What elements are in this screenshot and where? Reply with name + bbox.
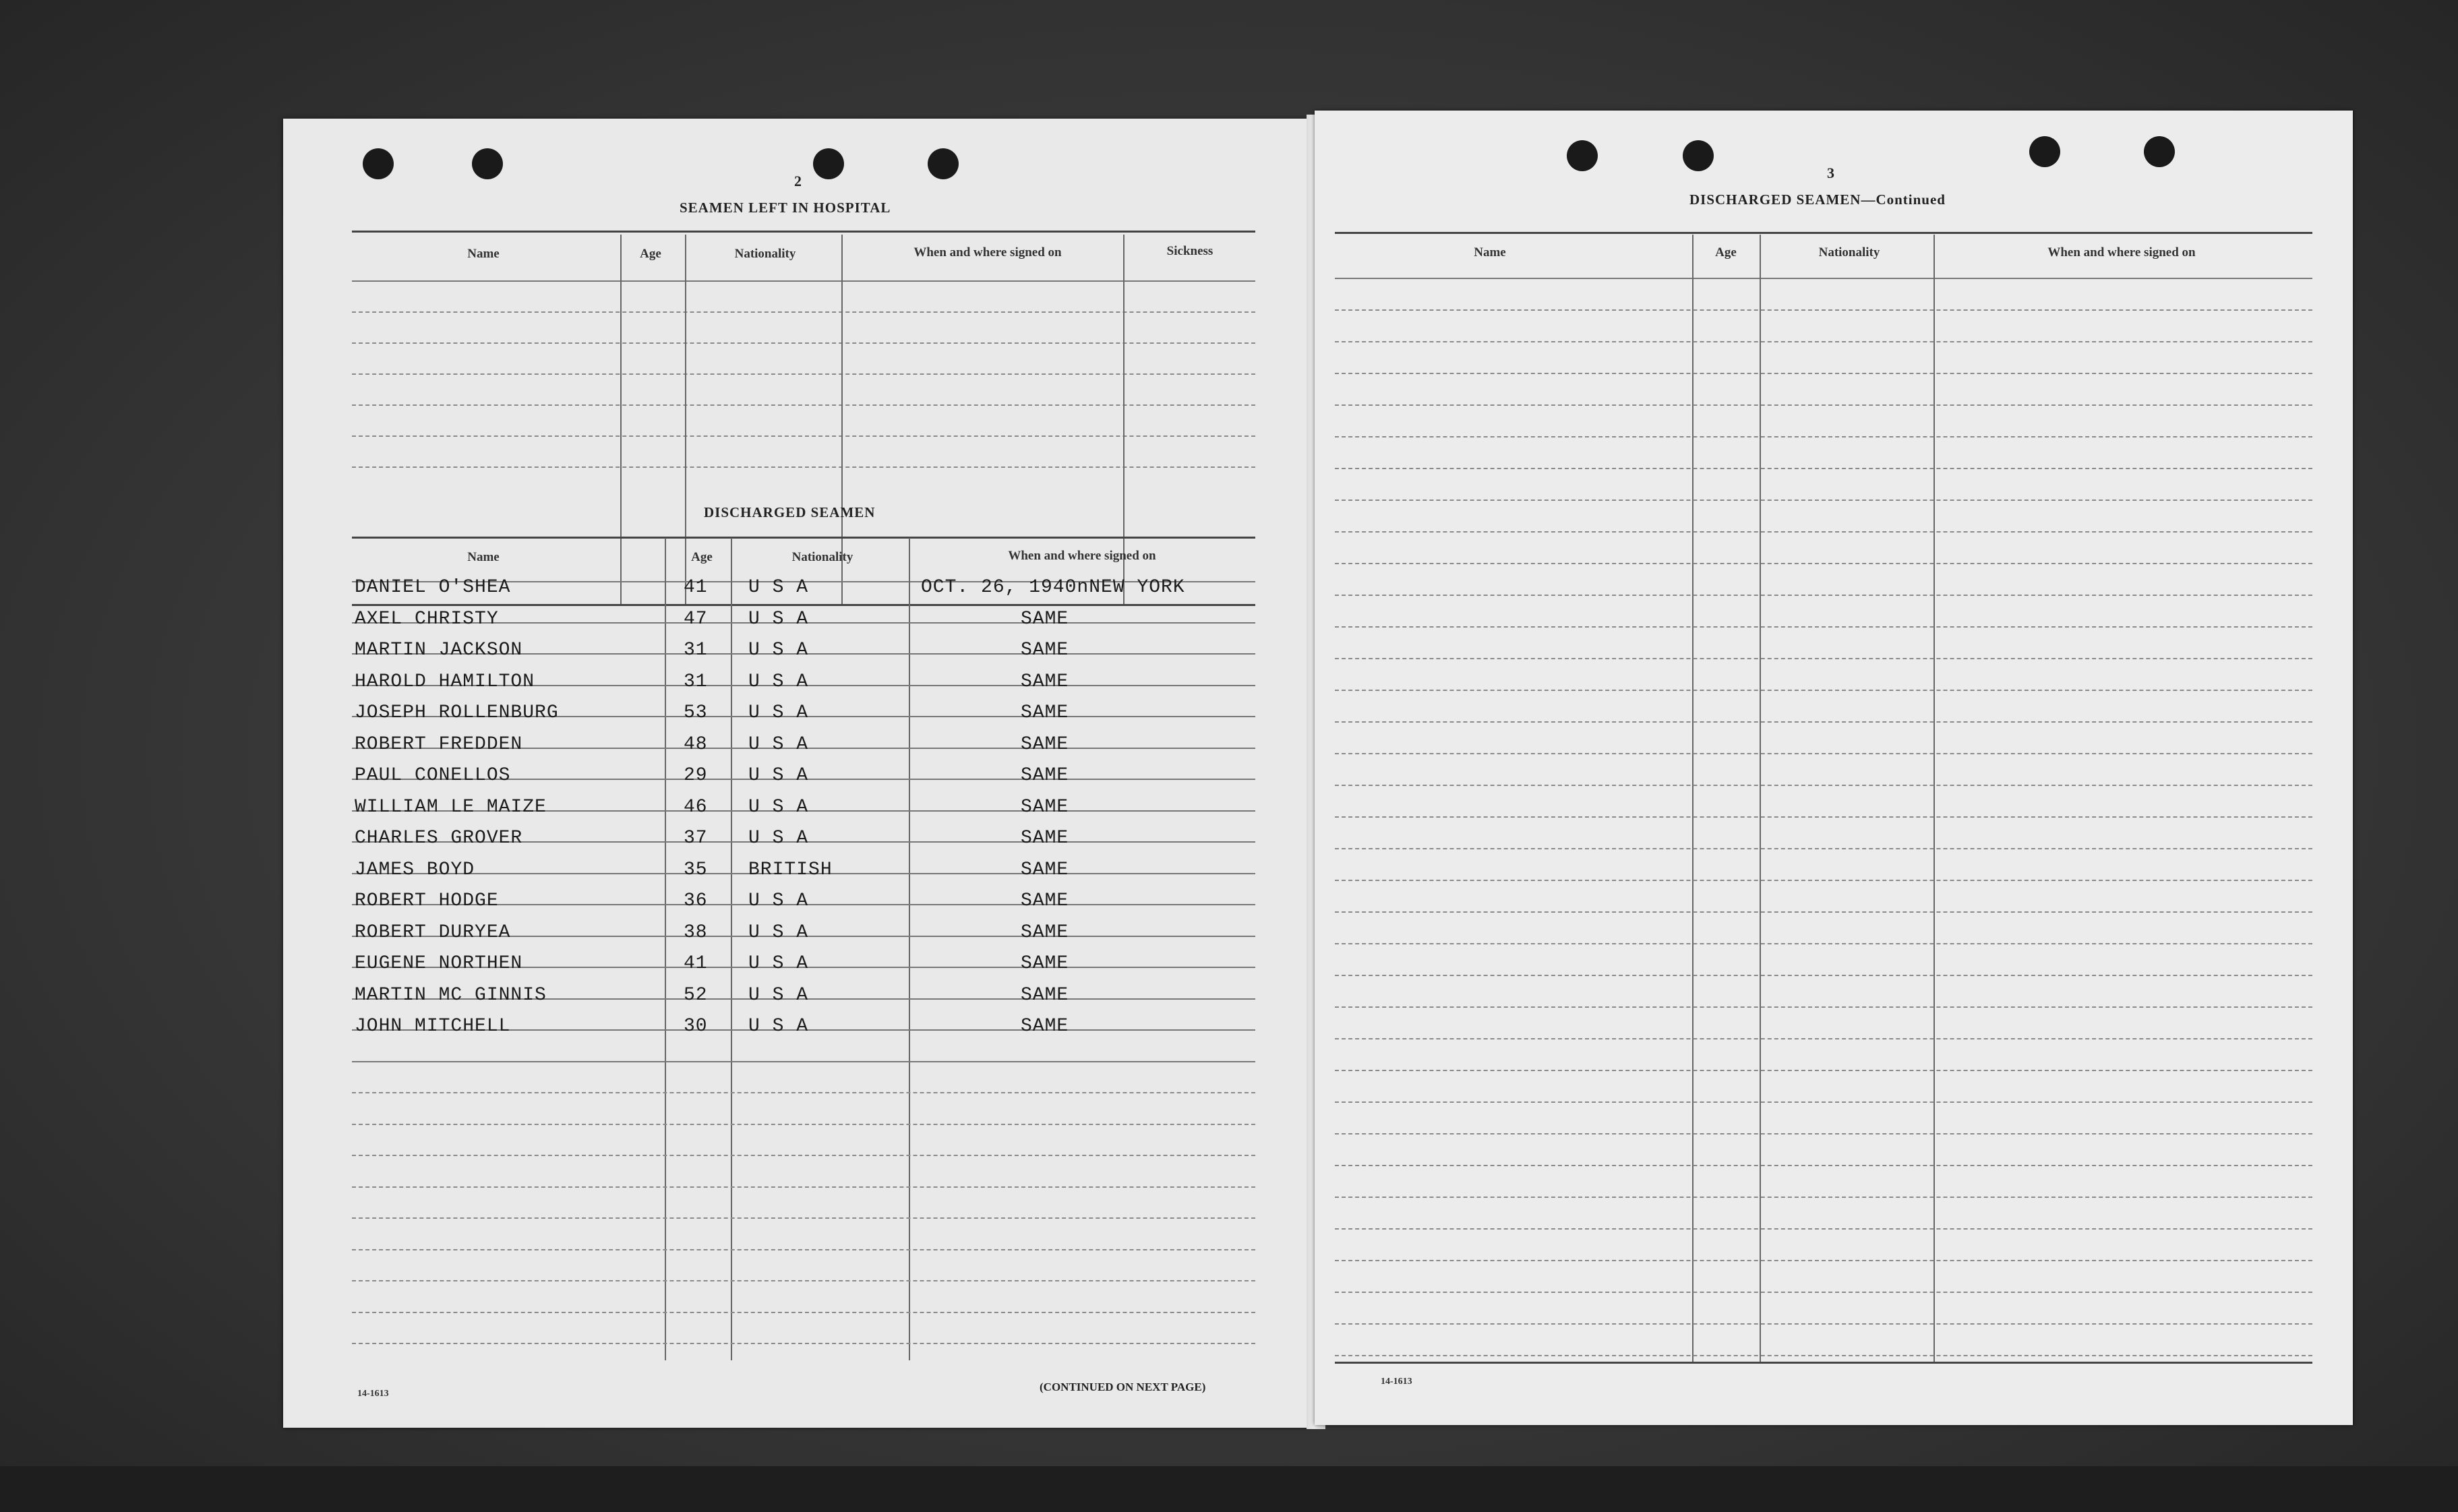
row-rule [352,466,1255,468]
row-rule [352,1092,1255,1093]
row-rule [1335,373,2312,374]
table-rule [352,280,1255,282]
row-rule [1335,531,2312,533]
cell-name: JOHN MITCHELL [355,1016,511,1037]
cell-nationality: U S A [748,577,809,598]
right-section-title: DISCHARGED SEAMEN—Continued [1689,191,1946,208]
column-header-age: Age [640,247,661,261]
row-rule [1335,753,2312,754]
row-rule [1335,1228,2312,1230]
table-rule [352,537,1255,539]
row-rule [1335,1355,2312,1356]
cell-nationality: U S A [748,828,809,849]
cell-name: ROBERT DURYEA [355,921,511,943]
row-rule [1335,1101,2312,1103]
cell-nationality: U S A [748,733,809,755]
column-header-signed-on: When and where signed on [1008,549,1156,563]
cell-name: ROBERT FREDDEN [355,733,523,755]
row-rule [352,1061,1255,1062]
row-rule [1335,309,2312,311]
row-rule [1335,1260,2312,1261]
row-rule [1335,1070,2312,1071]
row-rule [1335,1038,2312,1039]
cell-name: MARTIN MC GINNIS [355,984,547,1006]
form-number: 14-1613 [357,1389,389,1399]
row-rule [352,1312,1255,1313]
cell-age: 47 [684,608,708,630]
punch-hole [2144,136,2175,167]
row-rule [1335,1197,2312,1198]
row-rule [1335,1362,2312,1364]
cell-signed-on: SAME [1021,984,1069,1006]
cell-signed-on: SAME [1021,608,1069,630]
cell-age: 41 [684,953,708,974]
punch-hole [472,148,503,179]
punch-hole [1683,140,1714,171]
row-rule [1335,500,2312,501]
right-page [1315,111,2353,1425]
column-header-signed-on: When and where signed on [913,245,1062,260]
row-rule [352,373,1255,375]
continued-note: (CONTINUED ON NEXT PAGE) [1040,1381,1206,1393]
row-rule [352,311,1255,313]
cell-signed-on: SAME [1021,921,1069,943]
cell-age: 35 [684,859,708,880]
column-divider [731,538,732,1360]
cell-signed-on: SAME [1021,640,1069,661]
table-rule [352,231,1255,233]
cell-age: 53 [684,702,708,723]
cell-name: MARTIN JACKSON [355,640,523,661]
column-divider [909,538,910,1360]
row-rule [1335,1292,2312,1293]
row-rule [352,1217,1255,1219]
page-number: 2 [794,173,802,189]
cell-nationality: BRITISH [748,859,833,880]
cell-name: JOSEPH ROLLENBURG [355,702,559,723]
column-header-nationality: Nationality [791,550,853,564]
cell-signed-on: SAME [1021,671,1069,692]
cell-nationality: U S A [748,765,809,786]
cell-signed-on: SAME [1021,733,1069,755]
cell-age: 31 [684,640,708,661]
left-page [283,119,1315,1428]
cell-name: EUGENE NORTHEN [355,953,523,974]
cell-name: PAUL CONELLOS [355,765,511,786]
cell-nationality: U S A [748,890,809,911]
row-rule [352,404,1255,406]
cell-age: 30 [684,1016,708,1037]
column-divider [685,235,686,604]
cell-nationality: U S A [748,608,809,630]
row-rule [1335,1006,2312,1008]
row-rule [352,1249,1255,1250]
column-header-age: Age [1715,245,1737,260]
scan-bottom-band [0,1466,2458,1512]
column-header-name: Name [1474,245,1506,260]
row-rule [1335,943,2312,944]
discharged-section-title: DISCHARGED SEAMEN [704,504,876,520]
cell-name: CHARLES GROVER [355,828,523,849]
row-rule [1335,341,2312,342]
cell-name: AXEL CHRISTY [355,608,499,630]
row-rule [1335,690,2312,691]
cell-name: JAMES BOYD [355,859,475,880]
cell-signed-on: SAME [1021,859,1069,880]
cell-age: 37 [684,828,708,849]
row-rule [1335,975,2312,976]
table-rule [352,604,1255,606]
cell-age: 31 [684,671,708,692]
row-rule [1335,404,2312,406]
cell-nationality: U S A [748,984,809,1006]
cell-signed-on: SAME [1021,828,1069,849]
cell-age: 38 [684,921,708,943]
row-rule [1335,1323,2312,1325]
column-header-age: Age [691,550,713,564]
cell-age: 46 [684,796,708,818]
table-rule [1335,232,2312,234]
row-rule [352,342,1255,344]
column-divider [1934,235,1935,1362]
cell-nationality: U S A [748,921,809,943]
column-divider [620,235,622,604]
column-divider [1760,235,1761,1362]
cell-age: 48 [684,733,708,755]
row-rule [1335,658,2312,659]
cell-nationality: U S A [748,702,809,723]
table-rule [1335,278,2312,279]
cell-name: DANIEL O'SHEA [355,577,511,598]
punch-hole [1567,140,1598,171]
row-rule [352,1124,1255,1125]
cell-name: WILLIAM LE MAIZE [355,796,547,818]
column-header-nationality: Nationality [734,247,796,261]
cell-age: 41 [684,577,708,598]
row-rule [1335,436,2312,437]
cell-name: HAROLD HAMILTON [355,671,535,692]
punch-hole [928,148,959,179]
row-rule [1335,626,2312,628]
cell-signed-on: SAME [1021,702,1069,723]
column-divider [841,235,843,604]
row-rule [352,1280,1255,1281]
cell-age: 29 [684,765,708,786]
row-rule [1335,595,2312,596]
column-header-signed-on: When and where signed on [2047,245,2196,260]
column-header-nationality: Nationality [1818,245,1880,260]
punch-hole [813,148,844,179]
punch-hole [2029,136,2060,167]
row-rule [1335,1133,2312,1135]
cell-nationality: U S A [748,640,809,661]
column-header-sickness: Sickness [1166,244,1213,258]
page-number: 3 [1827,164,1834,181]
row-rule [1335,1165,2312,1166]
hospital-section-title: SEAMEN LEFT IN HOSPITAL [680,200,891,216]
row-rule [1335,880,2312,881]
cell-name: ROBERT HODGE [355,890,499,911]
cell-signed-on: SAME [1021,953,1069,974]
row-rule [352,1186,1255,1188]
column-divider [665,538,666,1360]
form-number: 14-1613 [1381,1377,1412,1387]
cell-signed-on: SAME [1021,890,1069,911]
cell-nationality: U S A [748,671,809,692]
column-header-name: Name [467,550,500,564]
cell-signed-on: SAME [1021,765,1069,786]
column-divider [1692,235,1693,1362]
cell-age: 52 [684,984,708,1006]
cell-nationality: U S A [748,953,809,974]
punch-hole [363,148,394,179]
cell-signed-on: SAME [1021,1016,1069,1037]
row-rule [1335,468,2312,469]
row-rule [1335,785,2312,786]
row-rule [1335,911,2312,913]
row-rule [352,1155,1255,1156]
row-rule [352,1343,1255,1344]
row-rule [1335,816,2312,818]
cell-nationality: U S A [748,1016,809,1037]
cell-signed-on: SAME [1021,796,1069,818]
row-rule [1335,721,2312,723]
cell-age: 36 [684,890,708,911]
row-rule [1335,563,2312,564]
row-rule [1335,848,2312,849]
cell-signed-on: OCT. 26, 1940nNEW YORK [921,577,1185,598]
cell-nationality: U S A [748,796,809,818]
column-header-name: Name [467,247,500,261]
row-rule [352,435,1255,437]
